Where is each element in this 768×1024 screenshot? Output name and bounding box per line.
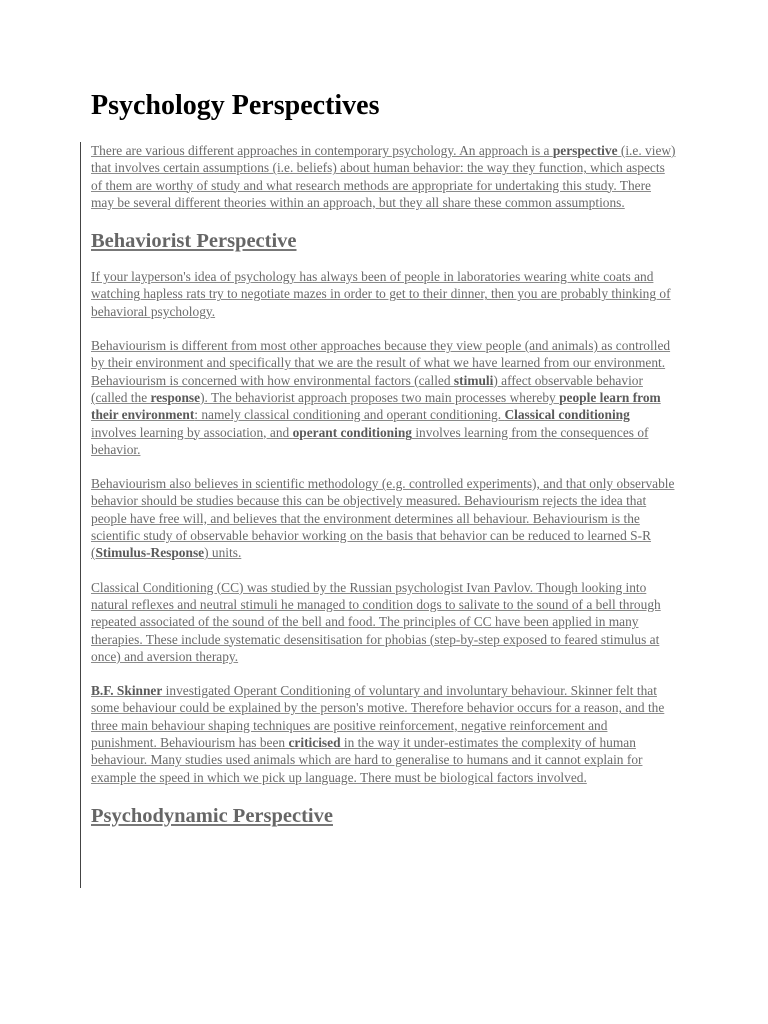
text-run: investigated Operant Conditioning of voluntary and involuntary behaviour. Skinner felt that some behaviour could be explained by the person's motive. Therefore behavior occurs for a reason, and the three main behaviour shaping techniques are positive reinforcement, negative reinforcement and punishment. Behaviourism has been: [91, 683, 665, 751]
bold-term: operant conditioning: [292, 424, 412, 440]
heading-text: Psychodynamic Perspective: [91, 804, 333, 827]
text-run: There are various different approaches in contemporary psychology. An approach is a: [91, 143, 553, 158]
page-title: Psychology Perspectives: [91, 90, 380, 121]
bold-term: perspective: [552, 143, 618, 158]
section-heading-behaviorist: [91, 228, 676, 254]
section-heading-psychodynamic: [91, 803, 676, 829]
text-run: ) units.: [204, 545, 242, 561]
document-body: [91, 142, 676, 829]
text-run: Classical Conditioning (CC) was studied by the Russian psychologist Ivan Pavlov. Though looking into natural reflexes and neutral stimuli he managed to condition dogs to salivate to the sound of a bell through repeated associated of the sound of the bell and food. The principles of CC have been applied in many therapies. These include systematic desensitisation for phobias (step-by-step exposed to feared stimulus at once) and aversion therapy.: [91, 579, 661, 664]
text-run: ). The behaviorist approach proposes two main processes whereby: [200, 389, 560, 405]
behaviorist-paragraph-4: [91, 579, 676, 665]
text-run: If your layperson's idea of psychology has always been of people in laboratories wearing white coats and watching hapless rats try to negotiate mazes in order to get to their dinner, then you are probably thinking of behavioral psychology.: [91, 269, 671, 319]
text-run: ) affect observable behavior (called the: [91, 372, 643, 405]
bold-term: criticised: [288, 735, 341, 751]
heading-text: Behaviorist Perspective: [91, 230, 297, 253]
change-bar: [80, 142, 81, 888]
text-run: in the way it under-estimates the complexity of human behaviour. Many studies used animals which are hard to generalise to humans and it cannot explain for example the speed in which we pick up language. There must be biological factors involved.: [91, 735, 643, 785]
bold-term: stimuli: [453, 372, 494, 388]
bold-term: B.F. Skinner: [91, 683, 163, 699]
bold-term: Classical conditioning: [504, 407, 630, 423]
behaviorist-paragraph-5: [91, 682, 676, 786]
bold-term: response: [150, 389, 201, 405]
bold-term: people learn from their environment: [91, 389, 661, 423]
text-run: involves learning from the consequences of behavior.: [91, 424, 649, 457]
text-run: (i.e. view) that involves certain assumptions (i.e. beliefs) about human behavior: the way they function, which aspects of them are worthy of study and what research methods are appropriate for undertaking this study. There may be several different theories within an approach, but they all share these common assumptions.: [91, 143, 676, 210]
intro-paragraph: [91, 142, 676, 211]
text-run: : namely classical conditioning and operant conditioning.: [194, 407, 505, 423]
behaviorist-paragraph-1: [91, 268, 676, 320]
bold-term: Stimulus-Response: [95, 545, 205, 561]
behaviorist-paragraph-3: [91, 475, 676, 561]
text-run: involves learning by association, and: [91, 424, 293, 440]
behaviorist-paragraph-2: [91, 337, 676, 458]
text-run: Behaviourism also believes in scientific methodology (e.g. controlled experiments), and that only observable behavior should be studies because this can be objectively measured. Behaviourism rejects the idea that people have free will, and believes that the environment determines all behaviour. Behaviourism is the scientific study of observable behavior working on the basis that behavior can be reduced to learned S-R (: [91, 476, 675, 561]
text-run: Behaviourism is different from most other approaches because they view people (and animals) as controlled by their environment and specifically that we are the result of what we have learned from our environment. Behaviourism is concerned with how environmental factors (called: [91, 338, 671, 388]
